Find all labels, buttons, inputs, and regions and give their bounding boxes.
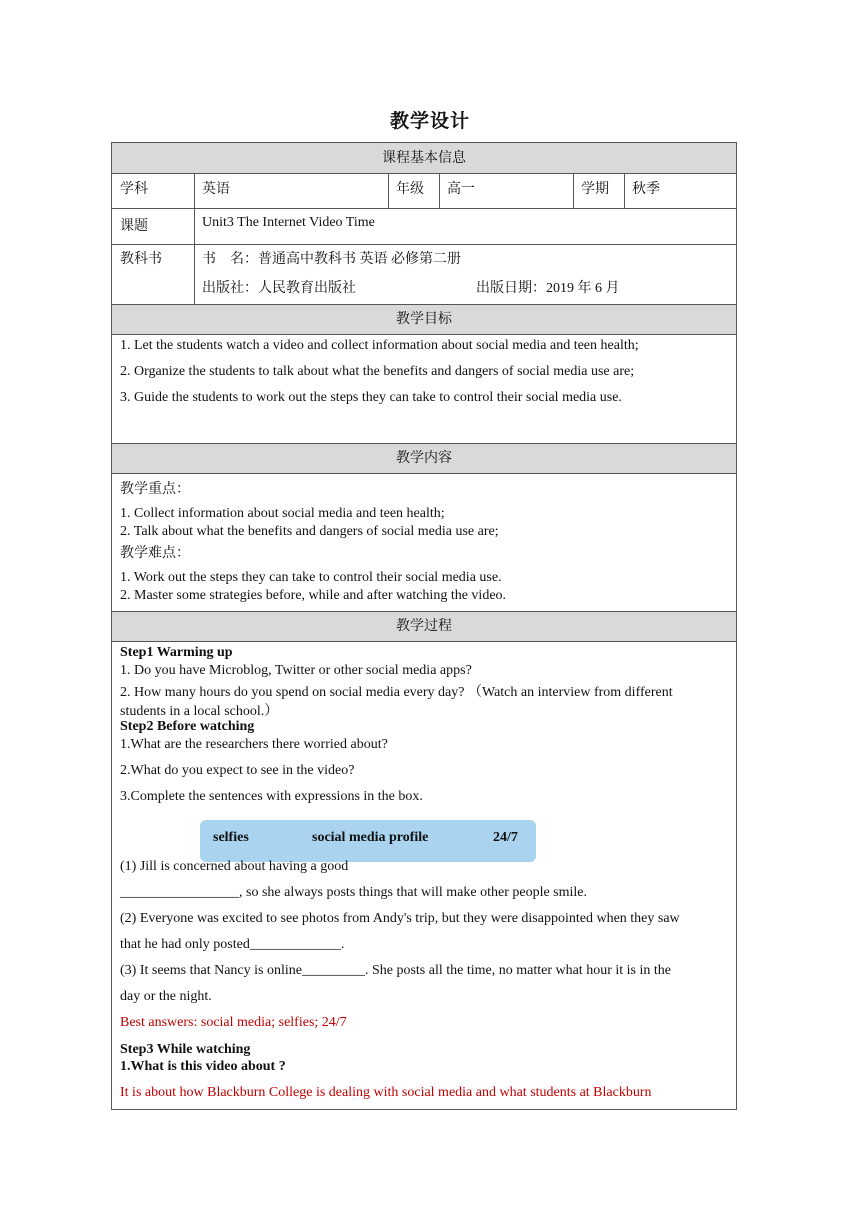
difficult-points-label: 教学难点： — [120, 546, 190, 561]
objective-item: 1. Let the students watch a video and collect information about social media and teen health; — [120, 338, 639, 353]
grade-value: 高一 — [447, 182, 475, 197]
section-header-content: 教学内容 — [396, 451, 452, 466]
difficult-point-item: 1. Work out the steps they can take to control their social media use. — [120, 570, 502, 585]
section-header-objectives: 教学目标 — [396, 312, 452, 327]
key-point-item: 2. Talk about what the benefits and dangers of social media use are; — [120, 524, 499, 539]
table-border-line — [111, 334, 737, 335]
step2-question: 2.What do you expect to see in the video? — [120, 763, 355, 778]
exercise-sentence: (2) Everyone was excited to see photos from Andy's trip, but they were disappointed when they saw — [120, 911, 680, 926]
subject-value: 英语 — [202, 182, 230, 197]
section-header-process: 教学过程 — [396, 619, 452, 634]
step1-question-continued: students in a local school.） — [120, 704, 279, 719]
table-border-line — [111, 173, 737, 174]
word-box-item: 24/7 — [493, 830, 518, 845]
term-label: 学期 — [581, 182, 609, 197]
term-value: 秋季 — [632, 182, 660, 197]
step2-question: 3.Complete the sentences with expressions in the box. — [120, 789, 423, 804]
table-border-line — [111, 142, 737, 143]
exercise-sentence: _________________, so she always posts things that will make other people smile. — [120, 885, 588, 900]
textbook-publish-date: 出版日期：2019 年 6 月 — [476, 281, 620, 296]
table-border-line — [111, 641, 737, 642]
exercise-sentence: (1) Jill is concerned about having a good — [120, 859, 349, 874]
difficult-point-item: 2. Master some strategies before, while and after watching the video. — [120, 588, 507, 603]
best-answers: Best answers: social media; selfies; 24/7 — [120, 1015, 347, 1030]
table-border-line — [573, 173, 574, 208]
table-border-line — [194, 173, 195, 304]
table-border-line — [439, 173, 440, 208]
step3-title: Step3 While watching — [120, 1042, 251, 1057]
topic-value: Unit3 The Internet Video Time — [202, 215, 375, 230]
exercise-sentence: day or the night. — [120, 989, 212, 1004]
table-border-line — [111, 208, 737, 209]
step1-question: 2. How many hours do you spend on social media every day? （Watch an interview from different — [120, 685, 673, 700]
key-point-item: 1. Collect information about social media and teen health; — [120, 506, 445, 521]
word-box-item: social media profile — [312, 830, 429, 845]
step1-title: Step1 Warming up — [120, 645, 233, 660]
word-box-item: selfies — [213, 830, 249, 845]
table-border-line — [111, 443, 737, 444]
step3-question: 1.What is this video about ? — [120, 1059, 286, 1074]
table-border-line — [111, 473, 737, 474]
topic-label: 课题 — [120, 219, 148, 234]
page-title: 教学设计 — [389, 111, 470, 132]
objective-item: 2. Organize the students to talk about what the benefits and dangers of social media use are; — [120, 364, 635, 379]
table-border-line — [111, 244, 737, 245]
key-points-label: 教学重点： — [120, 482, 190, 497]
textbook-publisher: 出版社：人民教育出版社 — [202, 281, 356, 296]
table-border-line — [736, 142, 737, 1110]
table-border-line — [624, 173, 625, 208]
textbook-name: 书 名：普通高中教科书 英语 必修第二册 — [202, 252, 461, 267]
section-header-basic-info: 课程基本信息 — [382, 151, 466, 166]
table-border-line — [388, 173, 389, 208]
step3-answer: It is about how Blackburn College is dealing with social media and what students at Blackburn — [120, 1085, 652, 1100]
step2-question: 1.What are the researchers there worried about? — [120, 737, 388, 752]
table-border-line — [111, 304, 737, 305]
step2-title: Step2 Before watching — [120, 719, 255, 734]
table-border-line — [111, 611, 737, 612]
grade-label: 年级 — [396, 182, 424, 197]
table-border-line — [111, 1109, 737, 1110]
subject-label: 学科 — [120, 182, 148, 197]
exercise-sentence: (3) It seems that Nancy is online_________. She posts all the time, no matter what hour it is in the — [120, 963, 671, 978]
objective-item: 3. Guide the students to work out the steps they can take to control their social media use. — [120, 390, 622, 405]
exercise-sentence: that he had only posted_____________. — [120, 937, 345, 952]
textbook-label: 教科书 — [120, 252, 162, 267]
step1-question: 1. Do you have Microblog, Twitter or other social media apps? — [120, 663, 472, 678]
word-box — [200, 820, 536, 862]
